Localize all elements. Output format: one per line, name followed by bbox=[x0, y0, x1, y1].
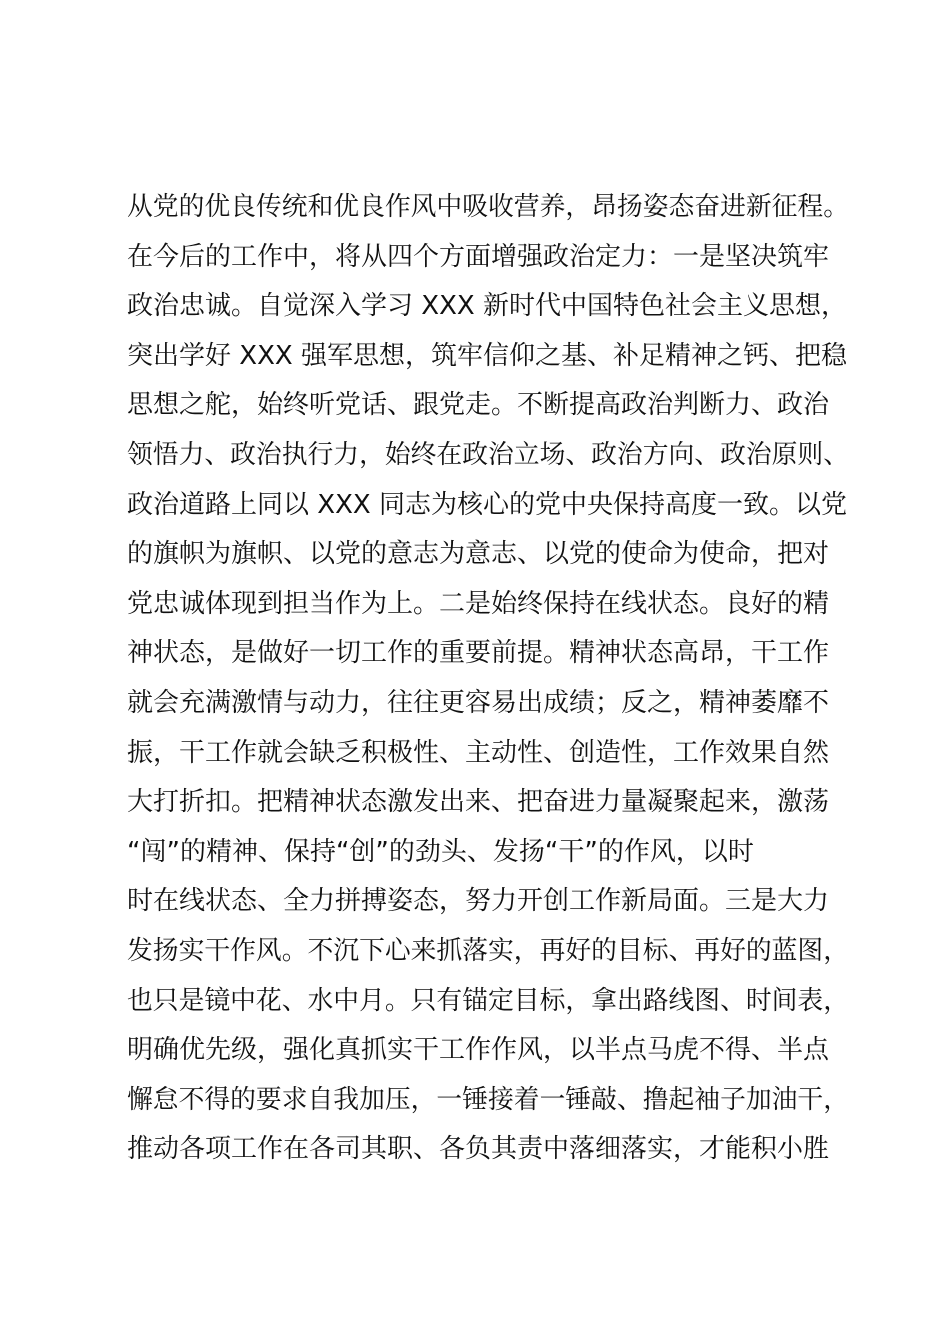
paragraph-line: 领悟力、政治执行力，始终在政治立场、政治方向、政治原则、 bbox=[127, 439, 850, 470]
paragraph-line: 也只是镜中花、水中月。只有锚定目标，拿出路线图、时间表， bbox=[127, 985, 850, 1016]
paragraph-line: 党忠诚体现到担当作为上。二是始终保持在线状态。良好的精 bbox=[127, 588, 830, 619]
paragraph-line: “闯”的精神、保持“创”的劲头、发扬“干”的作风，以时 bbox=[127, 836, 754, 867]
paragraph-line: 政治道路上同以 XXX 同志为核心的党中央保持高度一致。以党 bbox=[127, 489, 847, 520]
body-paragraph bbox=[127, 183, 850, 1175]
paragraph-line: 发扬实干作风。不沉下心来抓落实，再好的目标、再好的蓝图， bbox=[127, 935, 850, 966]
paragraph-line: 思想之舵，始终听党话、跟党走。不断提高政治判断力、政治 bbox=[127, 390, 830, 421]
paragraph-line: 政治忠诚。自觉深入学习 XXX 新时代中国特色社会主义思想， bbox=[127, 291, 847, 322]
paragraph-line: 时在线状态、全力拼搏姿态，努力开创工作新局面。三是大力 bbox=[127, 886, 830, 917]
paragraph-line: 懈怠不得的要求自我加压，一锤接着一锤敲、撸起袖子加油干， bbox=[127, 1084, 850, 1115]
paragraph-line: 神状态，是做好一切工作的重要前提。精神状态高昂，干工作 bbox=[127, 638, 830, 669]
paragraph-line: 的旗帜为旗帜、以党的意志为意志、以党的使命为使命，把对 bbox=[127, 539, 830, 570]
paragraph-line: 就会充满激情与动力，往往更容易出成绩；反之，精神萎靡不 bbox=[127, 687, 830, 718]
paragraph-line: 从党的优良传统和优良作风中吸收营养，昂扬姿态奋进新征程。 bbox=[127, 192, 850, 222]
paragraph-line: 明确优先级，强化真抓实干工作作风，以半点马虎不得、半点 bbox=[127, 1035, 830, 1066]
paragraph-line: 在今后的工作中，将从四个方面增强政治定力：一是坚决筑牢 bbox=[127, 241, 830, 272]
paragraph-line: 大打折扣。把精神状态激发出来、把奋进力量凝聚起来，激荡 bbox=[127, 787, 830, 818]
paragraph-line: 突出学好 XXX 强军思想，筑牢信仰之基、补足精神之钙、把稳 bbox=[127, 340, 847, 371]
paragraph-line: 振，干工作就会缺乏积极性、主动性、创造性，工作效果自然 bbox=[127, 737, 830, 768]
paragraph-line: 推动各项工作在各司其职、各负其责中落细落实，才能积小胜 bbox=[127, 1134, 830, 1165]
